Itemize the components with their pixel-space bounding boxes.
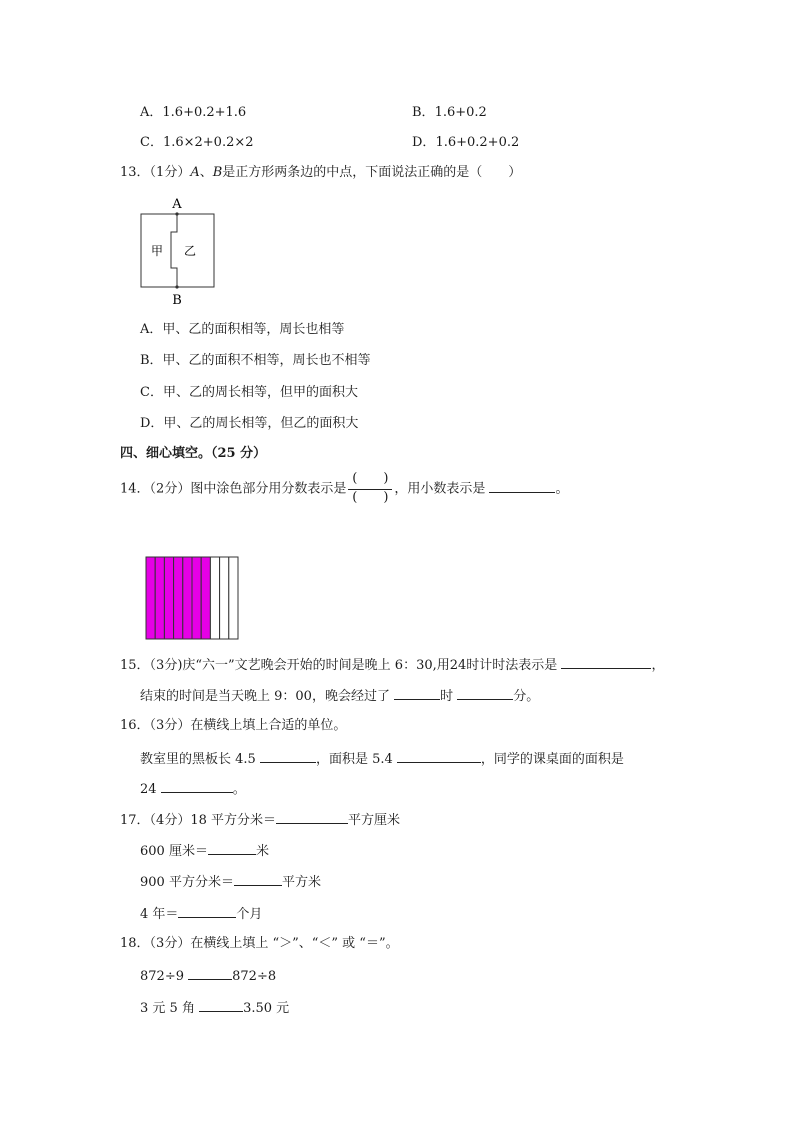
hours-blank[interactable] [394,687,440,700]
sq-m-blank[interactable] [234,873,282,886]
option-label: D． [412,135,436,150]
compare-blank-1[interactable] [188,967,232,980]
q13-point-a: A [190,165,200,180]
q15-comma: ， [651,658,665,673]
option-text: 1.6×2+0.2×2 [162,135,254,150]
q16-text-c: ，同学的课桌面的面积是 [480,752,624,767]
q13-option-d: D．甲、乙的周长相等，但乙的面积大 [140,416,359,431]
option-label: A． [140,105,163,120]
shaded-strip [164,557,173,639]
compare-blank-2[interactable] [199,999,243,1012]
q14-end: 。 [555,481,569,497]
q12-option-d [412,135,519,151]
option-text: 1.6+0.2+0.2 [435,135,520,150]
q16-end: 。 [232,782,246,797]
option-label: C． [140,135,163,150]
square-figure [130,192,230,310]
label-jia: 甲 [150,244,164,258]
label-b: B [172,293,182,308]
point-b-dot [175,285,178,288]
months-blank[interactable] [178,905,236,918]
label-yi: 乙 [183,244,197,258]
q18-text-b: 872÷8 [232,969,277,984]
q13-option-a: A．甲、乙的面积相等，周长也相等 [140,322,345,337]
q17-text-g: 4 年＝ [140,907,179,922]
q14-text: 14．（2分）图中涂色部分用分数表示是 [120,481,347,497]
shaded-strip [183,557,192,639]
q18-line2 [140,999,289,1017]
q17-text-d: 米 [255,844,269,859]
q17-text-a: 17．（4分）18 平方分米＝ [120,813,276,828]
label-a: A [172,197,182,212]
q15-line1 [120,656,664,674]
minutes-blank[interactable] [457,687,513,700]
desk-area-blank[interactable] [161,780,233,793]
q15-text2: 结束的时间是当天晚上 9：00，晚会经过了 [140,689,390,704]
q13-question [120,165,521,181]
q17-line4 [140,905,262,923]
q15-line2 [140,687,539,705]
q18-title: 18．（3分）在横线上填上 “＞”、“＜” 或 “＝”。 [120,936,399,951]
q16-line2 [140,780,246,798]
unshaded-strip [220,557,229,639]
q17-text-f: 平方米 [281,875,321,890]
q15-text: 15．（3分)庆“六一”文艺晚会开始的时间是晚上 6：30,用24时计时法表示是 [120,658,558,673]
q12-option-a [140,105,246,121]
q12-option-b [412,105,487,121]
q17-text-c: 600 厘米＝ [140,844,208,859]
section-heading: 四、细心填空。（25 分） [120,446,267,461]
q12-option-c [140,135,254,151]
hours-unit: 时 [440,689,454,704]
meters-blank[interactable] [208,842,256,855]
q17-line2 [140,842,269,860]
strip-figure [145,556,240,642]
q14-question [120,472,569,507]
shaded-strip [174,557,183,639]
q17-line3 [140,873,321,891]
q13-text: 是正方形两条边的中点，下面说法正确的是（ ） [222,165,522,180]
q17-text-h: 个月 [236,907,263,922]
q16-text-d: 24 [140,782,157,797]
dividing-line [171,214,177,287]
option-text: 1.6+0.2+1.6 [162,105,247,120]
decimal-blank[interactable] [489,480,555,493]
q16-title: 16．（3分）在横线上填上合适的单位。 [120,718,347,733]
unshaded-strip [229,557,238,639]
unshaded-strip [210,557,219,639]
minutes-unit: 分。 [513,689,540,704]
shaded-strip [146,557,155,639]
fraction-denominator: ( ) [352,490,389,505]
q18-line1 [140,967,276,985]
time-24h-blank[interactable] [561,656,651,669]
q16-text-a: 教室里的黑板长 4.5 [140,752,256,767]
q16-text-b: ，面积是 5.4 [315,752,393,767]
sq-cm-blank[interactable] [276,811,348,824]
option-label: B． [412,105,435,120]
q17-text-e: 900 平方分米＝ [140,875,234,890]
q13-prefix: 13．（1分） [120,165,191,180]
fraction-blank[interactable] [346,472,394,506]
q14-text2: ，用小数表示是 [394,481,486,497]
blackboard-length-blank[interactable] [260,750,316,763]
shaded-strip [155,557,164,639]
q18-text-d: 3.50 元 [243,1001,290,1016]
shaded-strip [201,557,210,639]
point-a-dot [175,212,178,215]
q16-line1 [140,750,624,768]
q13-option-c: C．甲、乙的周长相等，但甲的面积大 [140,385,358,400]
q13-option-b: B．甲、乙的面积不相等，周长也不相等 [140,353,371,368]
q13-sep: 、 [199,165,213,180]
q18-text-c: 3 元 5 角 [140,1001,195,1016]
q13-point-b: B [212,165,223,180]
q18-text-a: 872÷9 [140,969,184,984]
fraction-numerator: ( ) [352,471,389,486]
shaded-strip [192,557,201,639]
blackboard-area-blank[interactable] [397,750,481,763]
q17-text-b: 平方厘米 [348,813,401,828]
q17-line1 [120,811,400,829]
option-text: 1.6+0.2 [434,105,487,120]
strip-group [146,557,238,639]
